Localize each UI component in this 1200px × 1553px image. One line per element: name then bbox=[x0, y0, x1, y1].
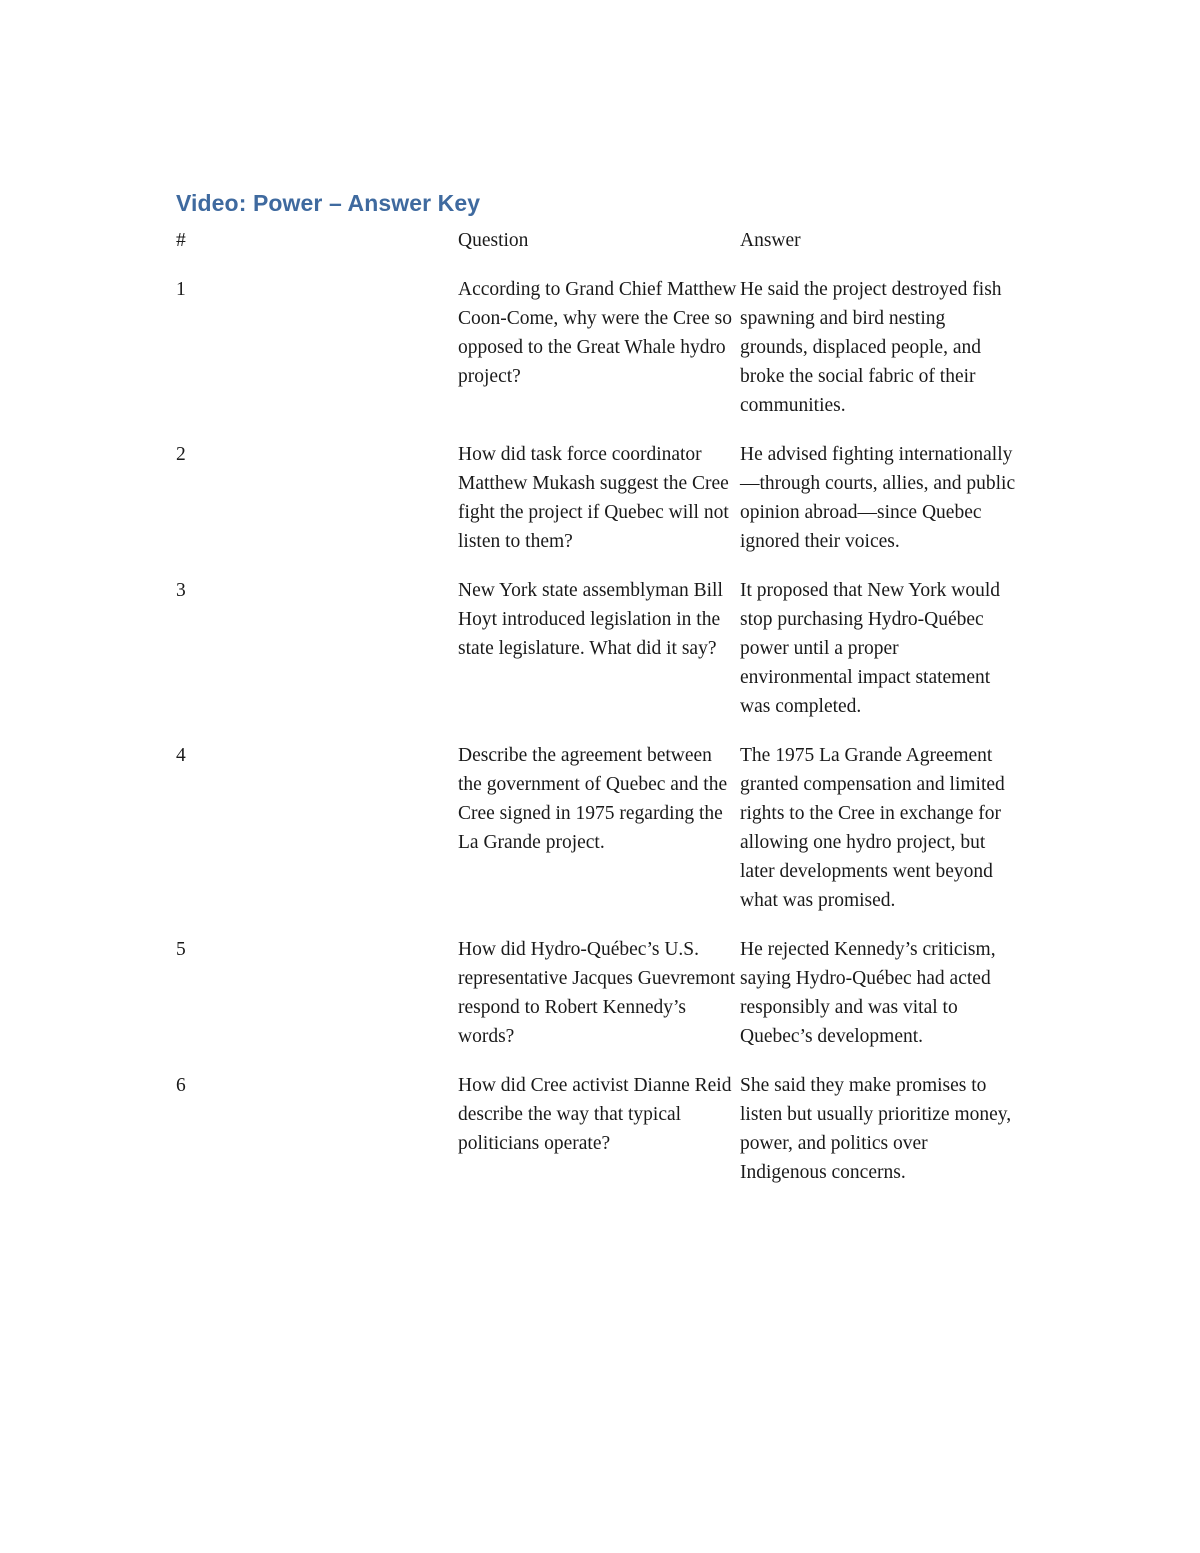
row-answer: He advised fighting internationally—through courts, allies, and public opinion abroad—since Quebec ignored their voices. bbox=[740, 444, 1016, 552]
document-title: Video: Power – Answer Key bbox=[176, 190, 481, 216]
row-answer: It proposed that New York would stop purchasing Hydro-Québec power until a proper environmental impact statement was completed. bbox=[740, 580, 1000, 717]
table-header-row bbox=[176, 226, 1016, 255]
row-number: 1 bbox=[176, 279, 186, 300]
table-row bbox=[176, 1071, 1016, 1187]
row-answer: The 1975 La Grande Agreement granted compensation and limited rights to the Cree in exchange for allowing one hydro project, but later developments went beyond what was promised. bbox=[740, 745, 1005, 911]
row-answer: He said the project destroyed fish spawning and bird nesting grounds, displaced people, and broke the social fabric of their communities. bbox=[740, 279, 1002, 416]
row-number: 3 bbox=[176, 580, 186, 601]
header-number: # bbox=[176, 230, 186, 251]
row-question: How did Cree activist Dianne Reid describe the way that typical politicians operate? bbox=[458, 1075, 732, 1154]
row-answer: She said they make promises to listen but usually prioritize money, power, and politics over Indigenous concerns. bbox=[740, 1075, 1012, 1183]
answer-key-table bbox=[176, 226, 1016, 1207]
header-answer: Answer bbox=[740, 230, 801, 251]
row-answer: He rejected Kennedy’s criticism, saying Hydro-Québec had acted responsibly and was vital to Quebec’s development. bbox=[740, 939, 996, 1047]
table-row bbox=[176, 440, 1016, 556]
row-question: How did task force coordinator Matthew Mukash suggest the Cree fight the project if Quebec will not listen to them? bbox=[458, 444, 729, 552]
row-question: How did Hydro-Québec’s U.S. representative Jacques Guevremont respond to Robert Kennedy’s words? bbox=[458, 939, 736, 1047]
row-question: New York state assemblyman Bill Hoyt introduced legislation in the state legislature. What did it say? bbox=[458, 580, 723, 659]
row-number: 6 bbox=[176, 1075, 186, 1096]
row-question: According to Grand Chief Matthew Coon-Come, why were the Cree so opposed to the Great Whale hydro project? bbox=[458, 279, 737, 387]
table-row bbox=[176, 576, 1016, 721]
table-row bbox=[176, 935, 1016, 1051]
row-question: Describe the agreement between the government of Quebec and the Cree signed in 1975 regarding the La Grande project. bbox=[458, 745, 728, 853]
header-question: Question bbox=[458, 230, 529, 251]
row-number: 4 bbox=[176, 745, 186, 766]
table-row bbox=[176, 741, 1016, 915]
row-number: 2 bbox=[176, 444, 186, 465]
table-row bbox=[176, 275, 1016, 420]
row-number: 5 bbox=[176, 939, 186, 960]
